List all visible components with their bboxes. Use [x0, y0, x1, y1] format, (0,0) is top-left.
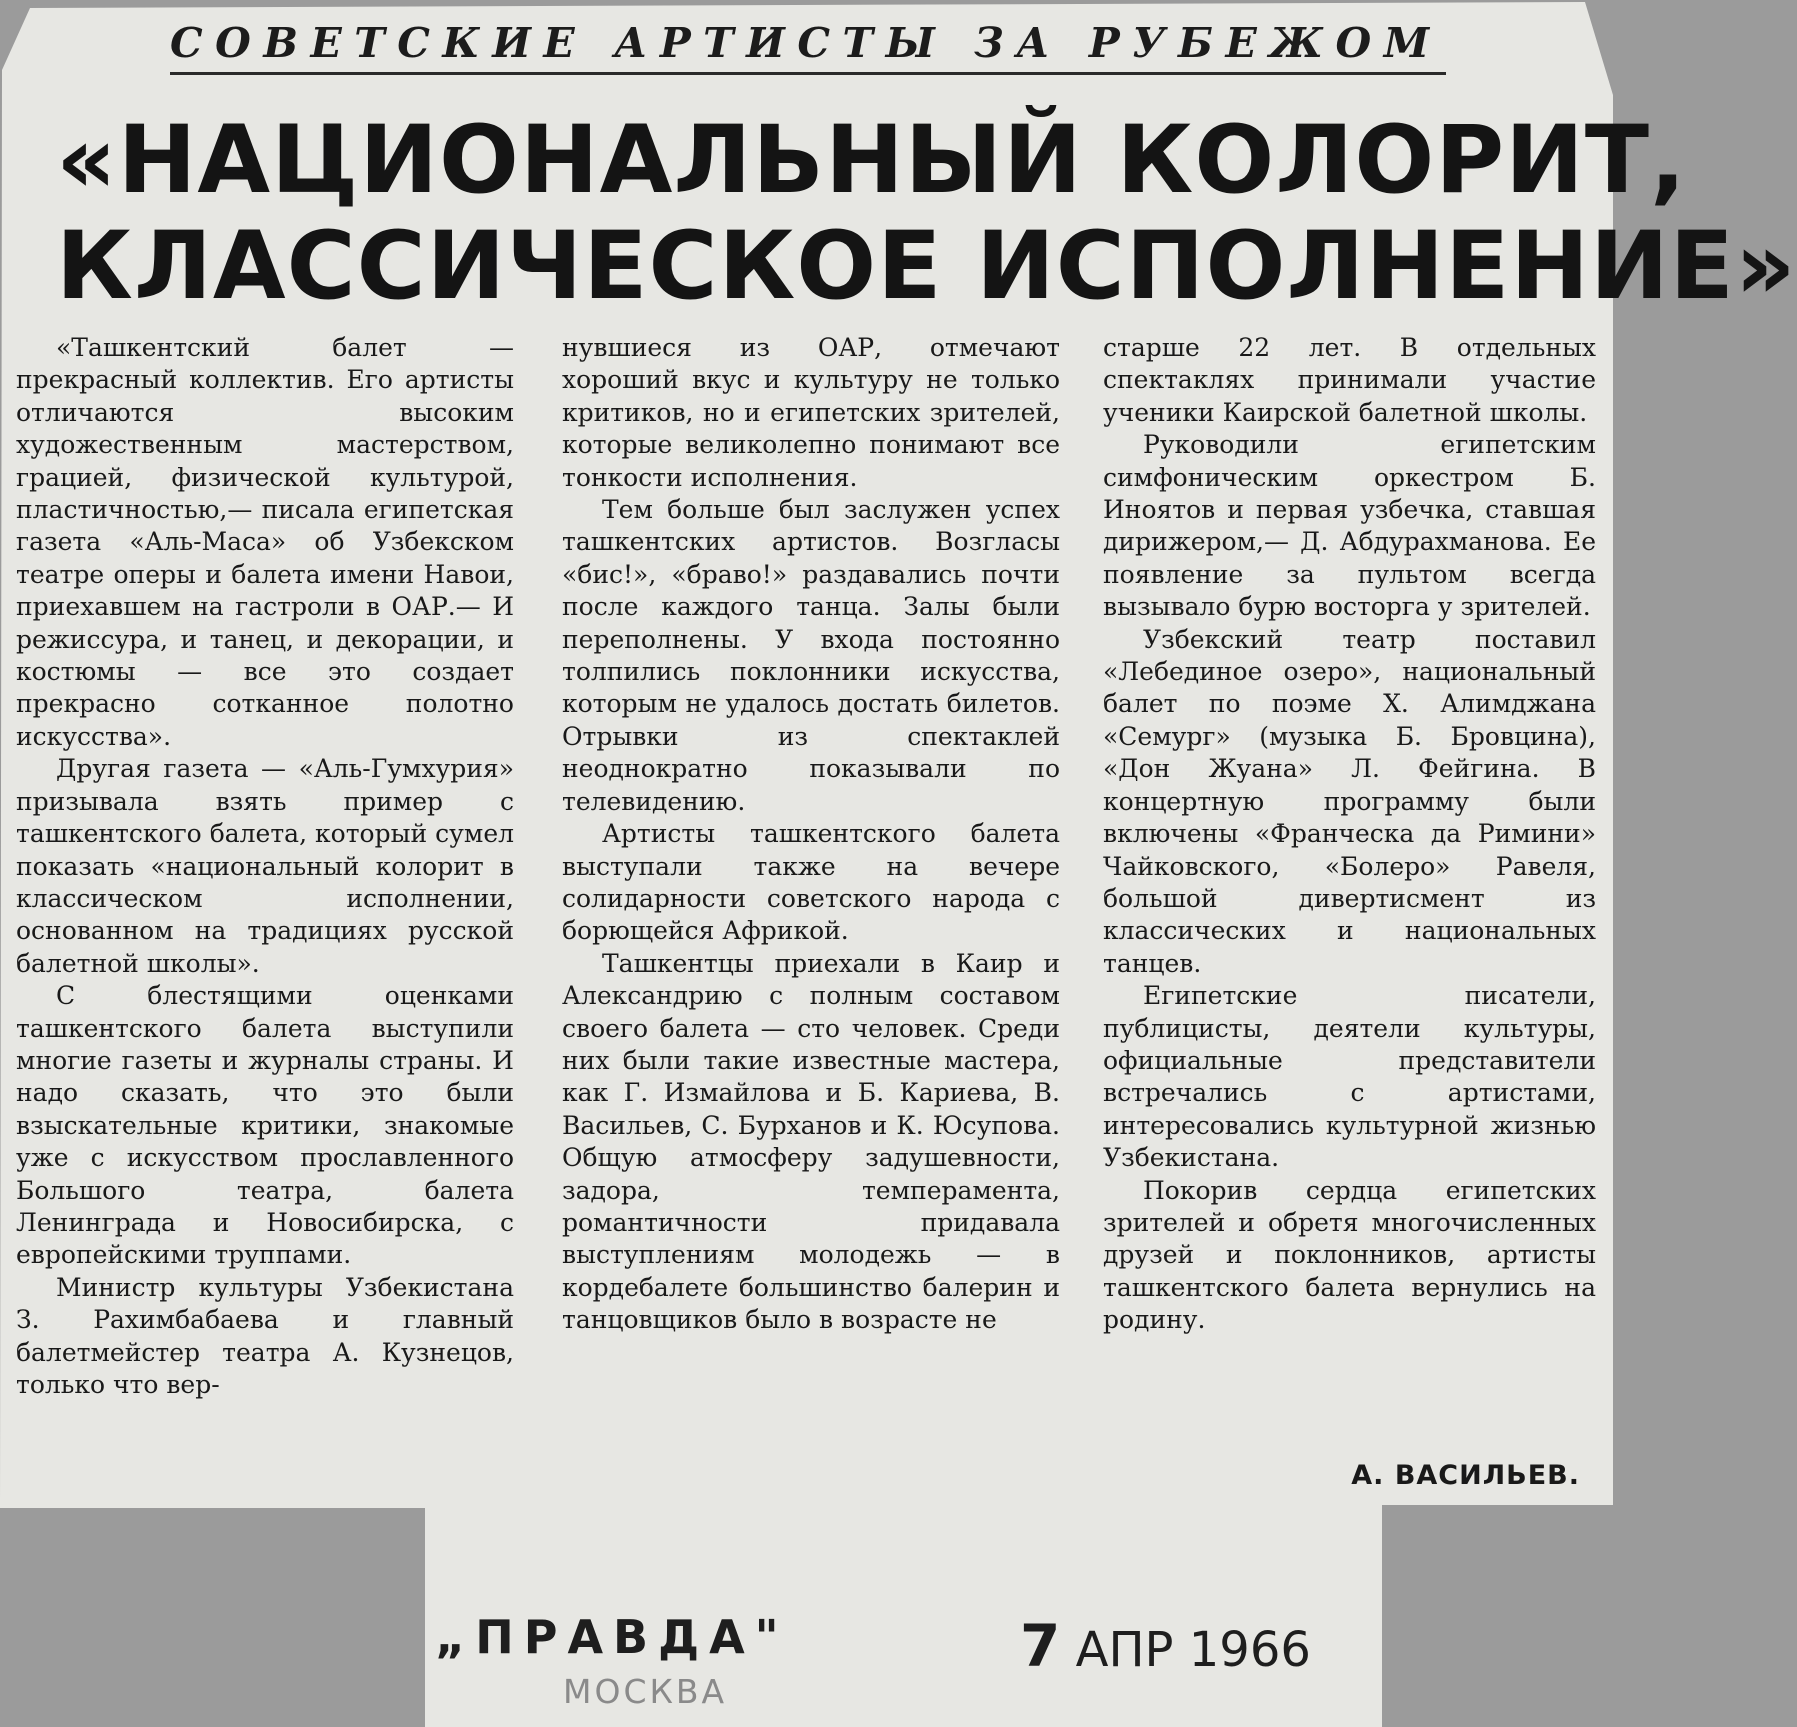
headline-line-2: КЛАССИЧЕСКОЕ ИСПОЛНЕНИЕ»	[56, 212, 1797, 321]
paragraph: Руководили египетским симфоническим оркестром Б. Иноятов и первая узбечка, ставшая дирижером,— Д. Абдурахманова. Ее появление за пультом всегда вызывало бурю восторга у зрителей.	[1103, 430, 1596, 622]
paragraph: «Ташкентский балет — прекрасный коллектив. Его артисты отличаются высоким художественным мастерством, грацией, физической культурой, пластичностью,— писала египетская газета «Аль-Маса» об Узбекском театре оперы и балета имени Навои, приехавшем на гастроли в ОАР.— И режиссура, и танец, и декорации, и костюмы — все это создает прекрасно сотканное полотно искусства».	[16, 333, 514, 751]
paragraph: Артисты ташкентского балета выступали также на вечере солидарности советского народа с борющейся Африкой.	[562, 819, 1060, 946]
paragraph: Покорив сердца египетских зрителей и обретя многочисленных друзей и поклонников, артисты ташкентского балета вернулись на родину.	[1103, 1175, 1596, 1335]
stamp-year: 1966	[1188, 1622, 1311, 1678]
author-signature: А. ВАСИЛЬЕВ.	[1351, 1460, 1580, 1491]
article-column-2	[562, 332, 1060, 1337]
paragraph: нувшиеся из ОАР, отмечают хороший вкус и культуру не только критиков, но и египетских зрителей, которые великолепно понимают все тонкости исполнения.	[562, 333, 1060, 492]
paragraph: Другая газета — «Аль-Гумхурия» призывала взять пример с ташкентского балета, который сумел показать «национальный колорит в классическом исполнении, основанном на традициях русской балетной школы».	[16, 754, 514, 978]
article-column-1	[16, 332, 514, 1401]
paragraph: Ташкентцы приехали в Каир и Александрию с полным составом своего балета — сто человек. Среди них были такие известные мастера, как Г. Измайлова и Б. Кариева, В. Васильев, С. Бурханов и К. Юсупова. Общую атмосферу задушевности, задора, темперамента, романтичности придавала выступлениям молодежь — в кордебалете большинство балерин и танцовщиков было в возрасте не	[562, 948, 1060, 1335]
paragraph: старше 22 лет. В отдельных спектаклях принимали участие ученики Каирской балетной школы.	[1103, 333, 1596, 427]
headline-line-1: «НАЦИОНАЛЬНЫЙ КОЛОРИТ,	[56, 106, 1687, 215]
rubric-underline	[170, 72, 1446, 75]
stamp-day: 7	[1020, 1612, 1061, 1680]
stamp-date	[1020, 1612, 1311, 1680]
stamp-month: АПР	[1075, 1622, 1174, 1678]
paragraph: Египетские писатели, публицисты, деятели культуры, официальные представители встречались с артистами, интересовались культурной жизнью Узбекистана.	[1103, 981, 1596, 1173]
paragraph: Тем больше был заслужен успех ташкентских артистов. Возгласы «бис!», «браво!» раздавались почти после каждого танца. Залы были переполнены. У входа постоянно толпились поклонники искусства, которым не удалось достать билетов. Отрывки из спектаклей неоднократно показывали по телевидению.	[562, 495, 1060, 816]
rubric-heading: СОВЕТСКИЕ АРТИСТЫ ЗА РУБЕЖОМ	[170, 19, 1442, 67]
article-headline	[56, 106, 1797, 321]
article-column-3	[1103, 332, 1596, 1337]
stamp-city: МОСКВА	[563, 1672, 728, 1711]
paragraph: Узбекский театр поставил «Лебединое озеро», национальный балет по поэме Х. Алимджана «Семург» (музыка Б. Бровцина), «Дон Жуана» Л. Фейгина. В концертную программу были включены «Франческа да Римини» Чайковского, «Болеро» Равеля, большой дивертисмент из классических и национальных танцев.	[1103, 624, 1596, 978]
paragraph: С блестящими оценками ташкентского балета выступили многие газеты и журналы страны. И надо сказать, что это были взыскательные критики, знакомые уже с искусством прославленного Большого театра, балета Ленинграда и Новосибирска, с европейскими труппами.	[16, 981, 514, 1270]
stamp-newspaper-name: „ПРАВДА"	[435, 1610, 789, 1664]
paragraph: Министр культуры Узбекистана З. Рахимбабаева и главный балетмейстер театра А. Кузнецов, только что вер-	[16, 1272, 514, 1399]
